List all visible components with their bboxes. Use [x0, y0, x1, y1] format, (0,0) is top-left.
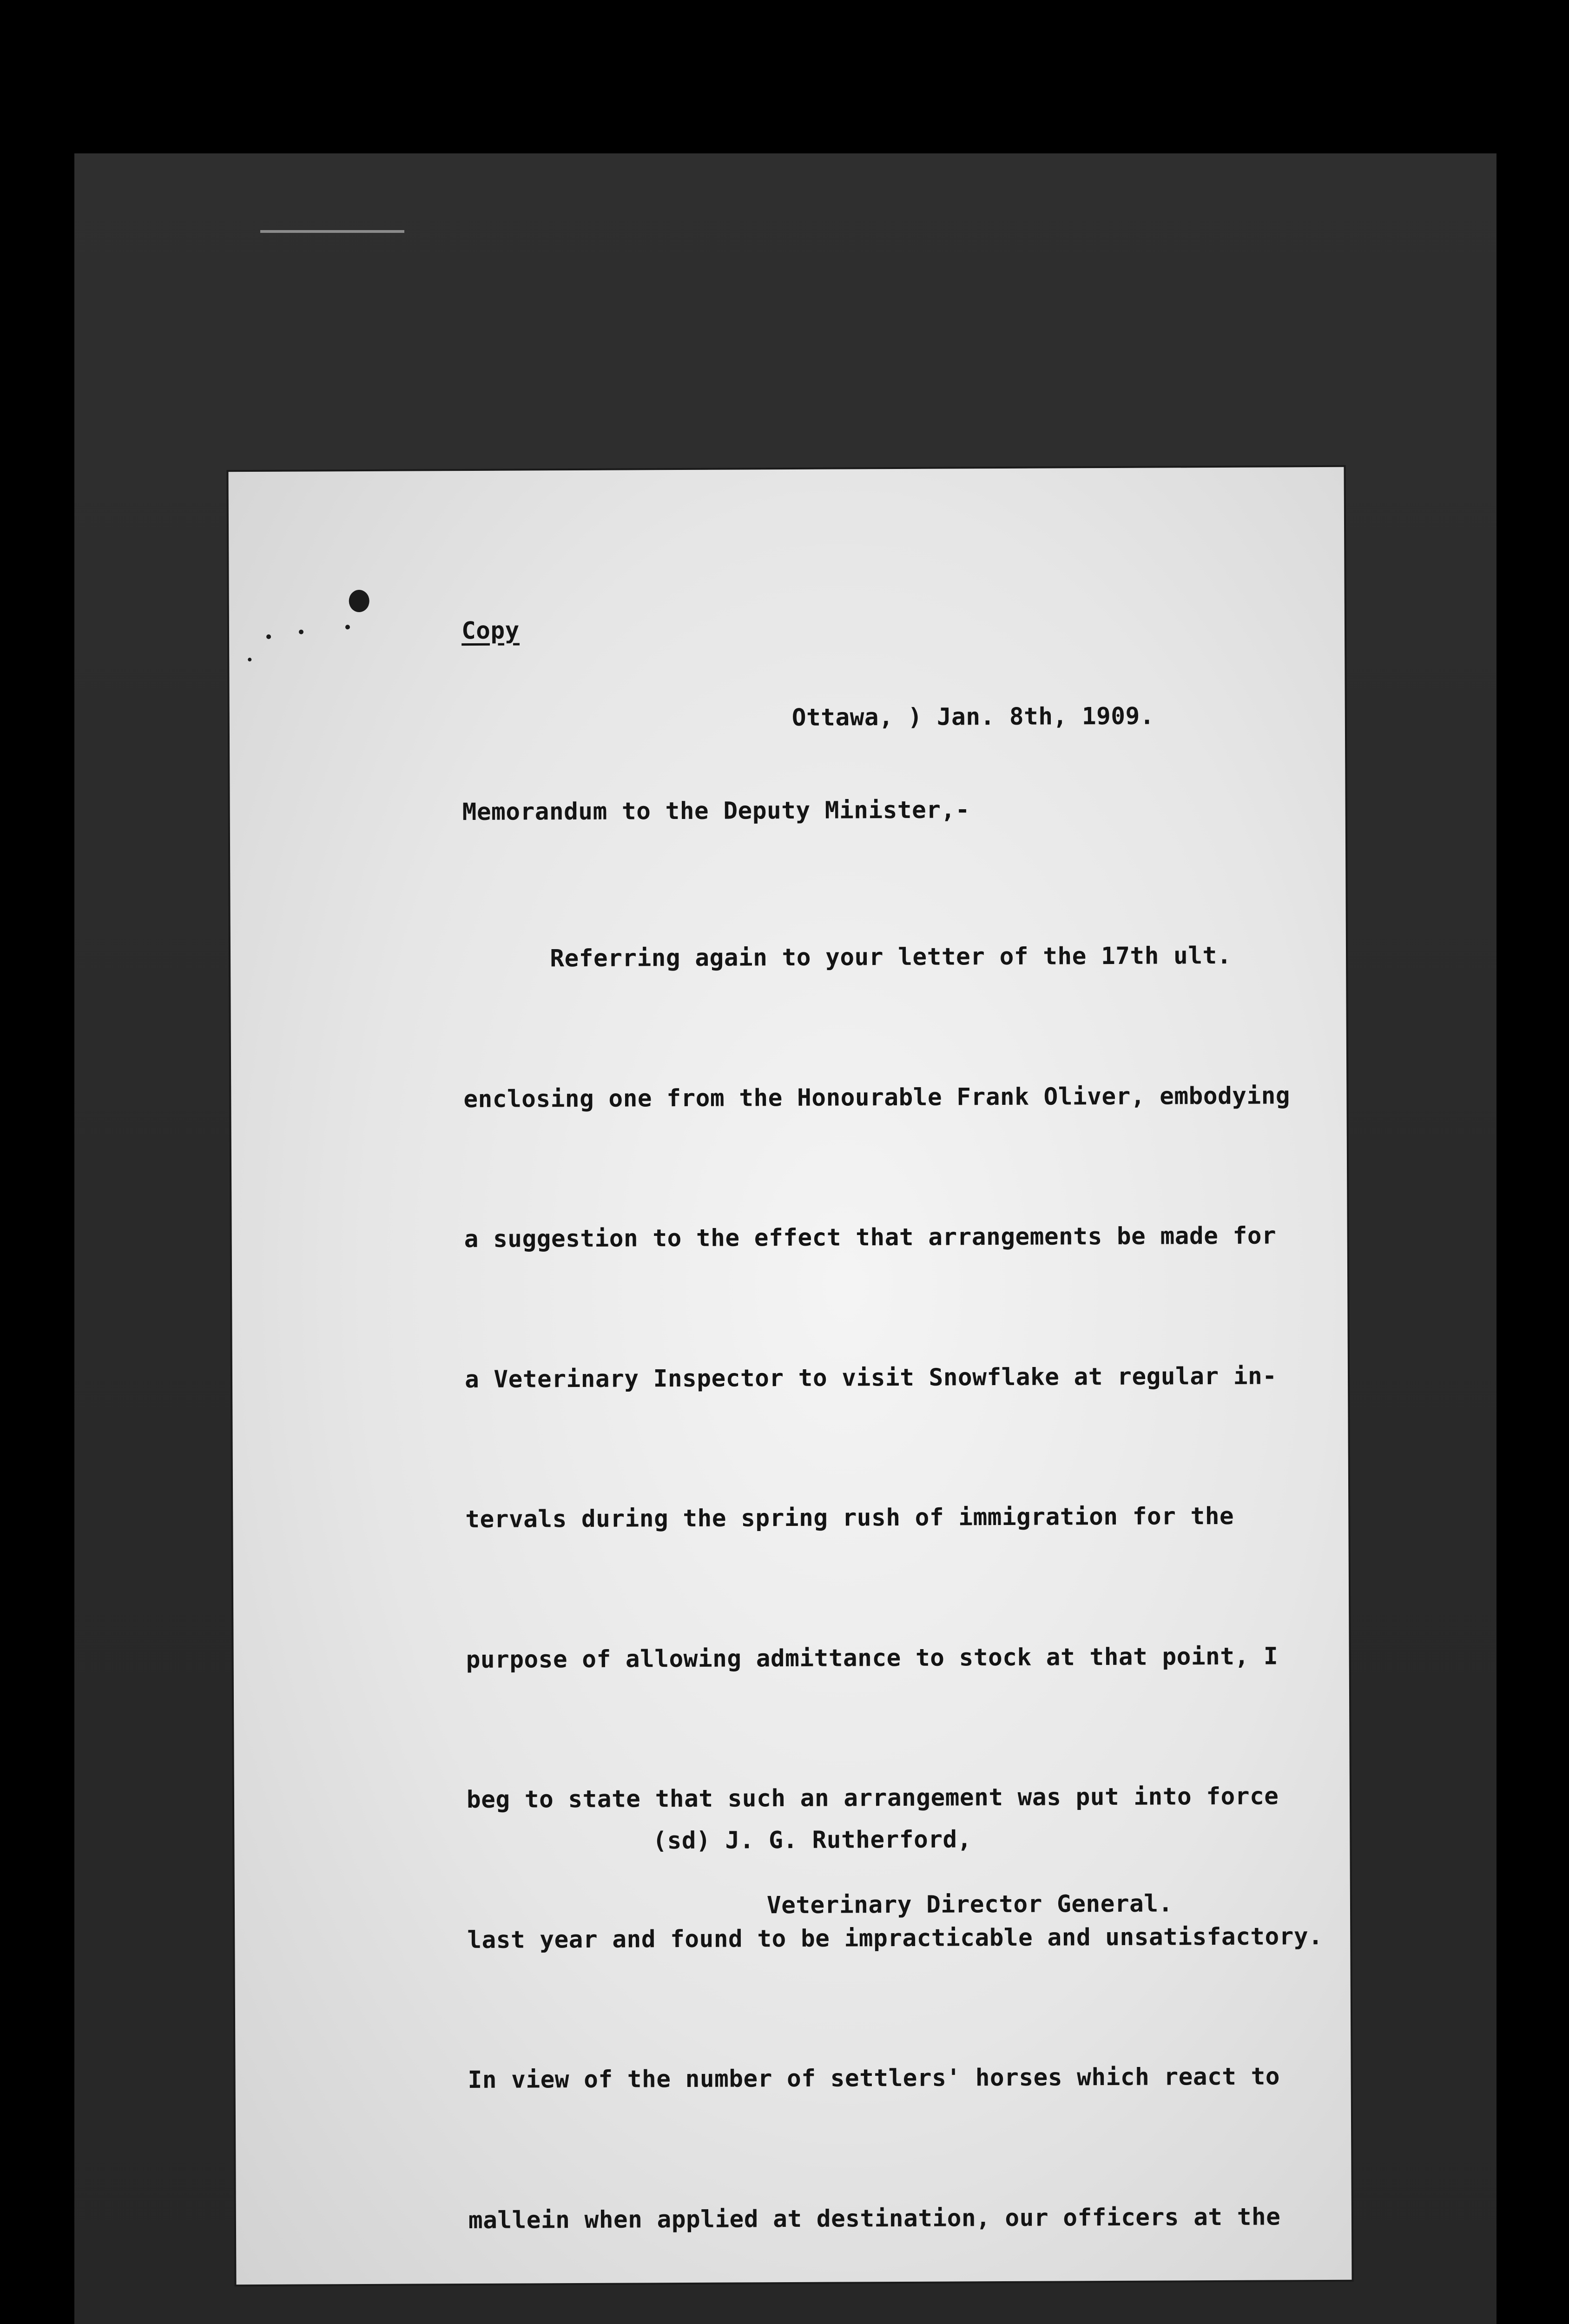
copy-label: Copy	[461, 617, 520, 645]
date-line: Ottawa, ) Jan. 8th, 1909.	[791, 702, 1155, 732]
memo-heading: Memorandum to the Deputy Minister,-	[462, 796, 970, 826]
body-line: a suggestion to the effect that arrangements be made for	[464, 1222, 1277, 1254]
body-line: tervals during the spring rush of immigration for the	[465, 1502, 1234, 1534]
signature-title: Veterinary Director General.	[766, 1890, 1173, 1920]
punch-hole	[349, 590, 369, 612]
body-line: In view of the number of settlers' horses which react to	[468, 2063, 1280, 2094]
body-line: purpose of allowing admittance to stock at that point, I	[466, 1642, 1279, 1674]
punch-dot	[299, 630, 303, 634]
body-line: enclosing one from the Honourable Frank Oliver, embodying	[463, 1082, 1291, 1113]
board-mark	[260, 230, 404, 233]
signature: (sd) J. G. Rutherford,	[653, 1826, 972, 1855]
document-page	[229, 467, 1352, 2284]
punch-dot	[248, 658, 251, 661]
body-line: beg to state that such an arrangement was put into force	[466, 1783, 1279, 1814]
memo-body	[462, 839, 1332, 2324]
punch-dot	[345, 625, 350, 629]
body-line: mallein when applied at destination, our officers at the	[468, 2203, 1281, 2234]
body-line: Referring again to your letter of the 17th ult.	[462, 942, 1232, 973]
punch-dot	[266, 634, 271, 639]
body-line: a Veterinary Inspector to visit Snowflake at regular in-	[464, 1362, 1277, 1393]
body-line: last year and found to be impracticable and unsatisfactory.	[467, 1922, 1323, 1954]
